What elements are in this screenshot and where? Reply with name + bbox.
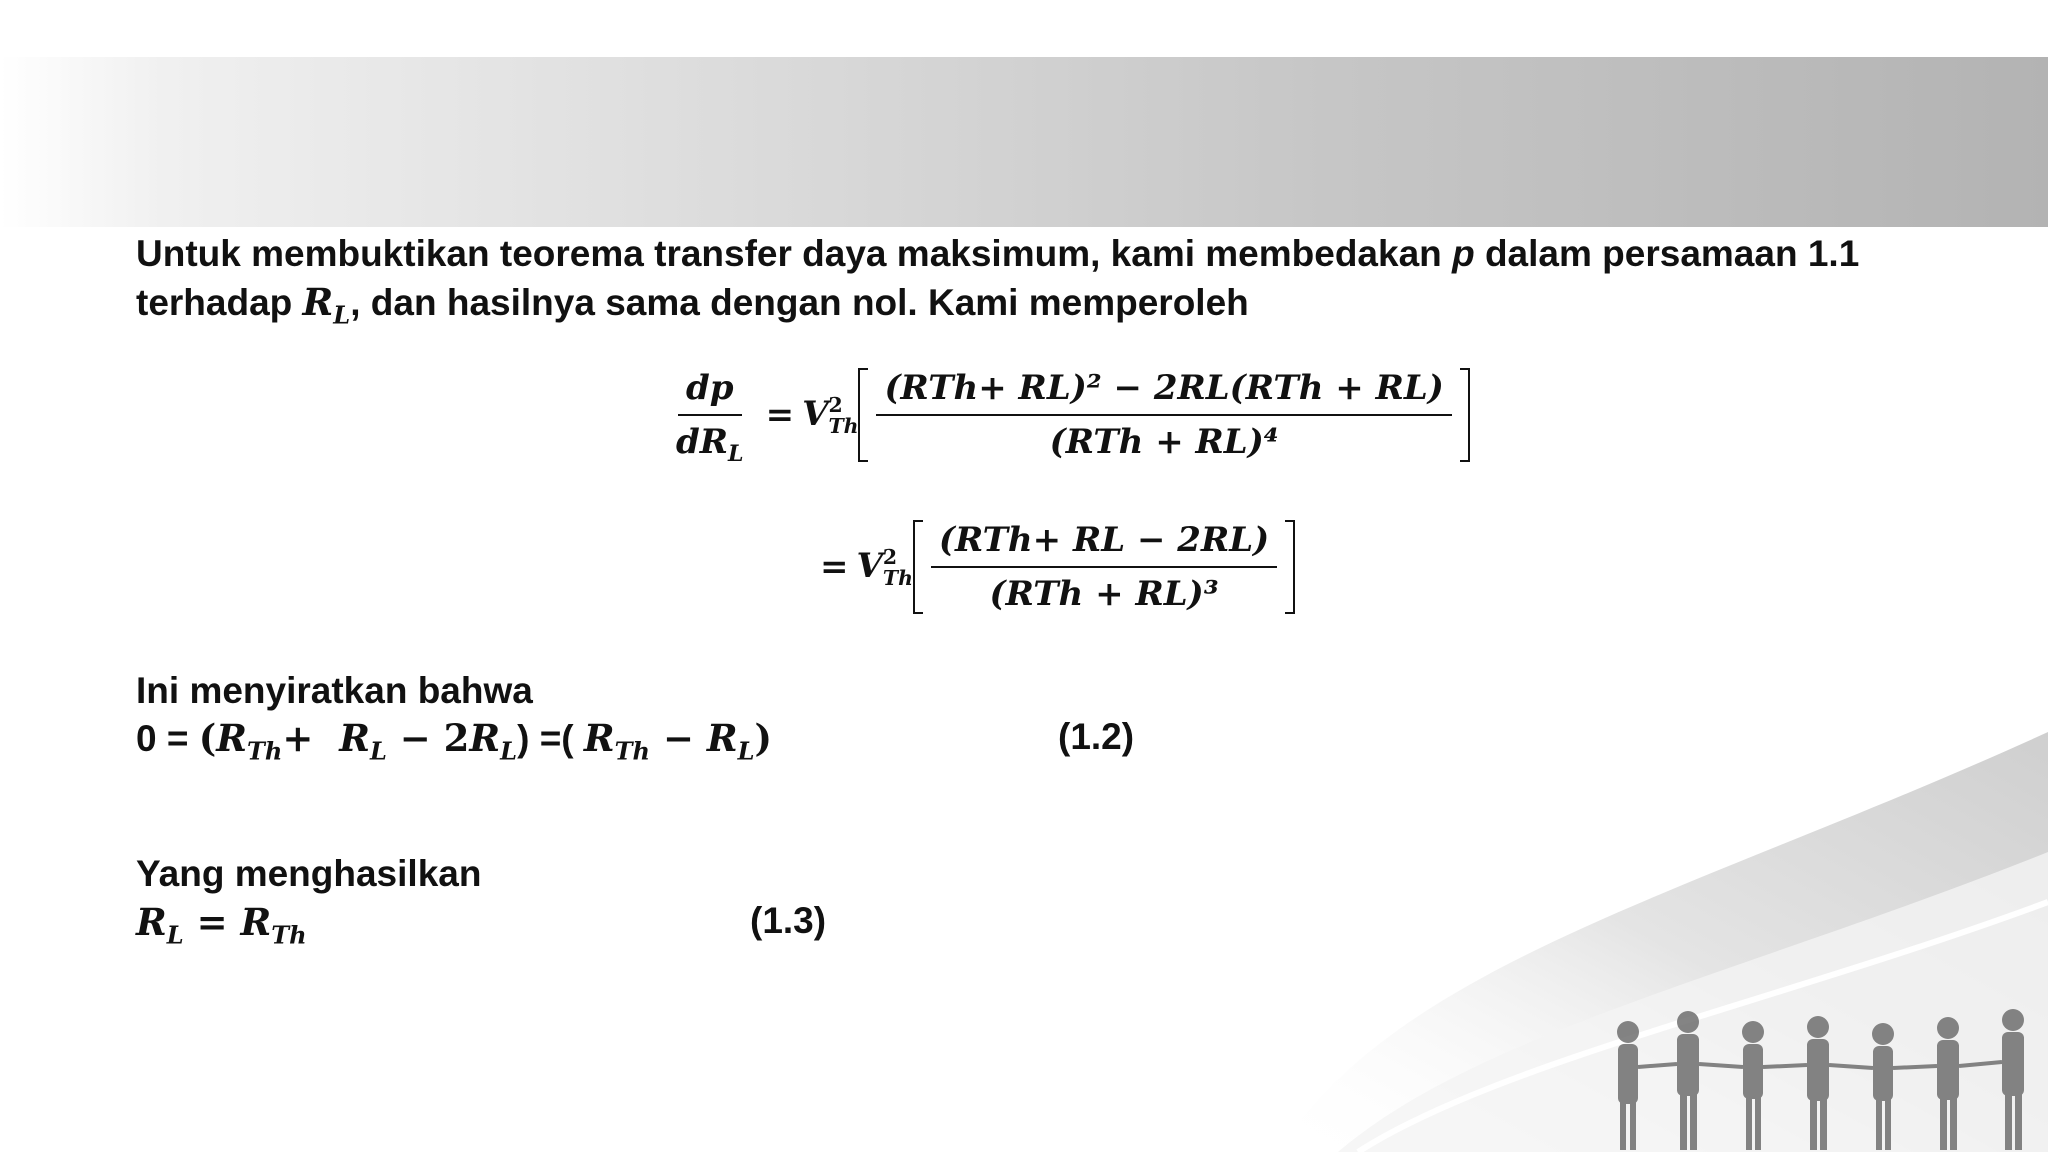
equation-tag-1-2: (1.2) [1058,716,1135,757]
equation-1-2 [136,716,773,766]
eq1-main-fraction [876,368,1451,462]
eq2-denominator: (RTh + RL)³ [989,574,1219,614]
eq1-right-bracket [1460,368,1470,462]
eq2-main-fraction [931,520,1277,614]
eq2-coefficient: V 2 Th [856,545,913,590]
equation-simplified [812,520,1295,614]
decorative-swoosh-graphic [1278,732,2048,1152]
eq2-equals-sign: = [820,547,849,587]
eq12-rhs-expr: $R_{Th} - R_L$) [583,716,773,766]
eq1-lhs-denominator: $dR_L$ [676,422,744,467]
eq1-lhs-fraction [668,368,752,467]
eq2-left-bracket [913,520,923,614]
eq12-middle-expr: ($R_{Th}+ R_L - 2R_L$ [198,716,518,766]
eq2-right-bracket [1285,520,1295,614]
intro-rl-symbol: $R_L$ [302,280,351,330]
eq1-coefficient: V 2 Th [802,393,859,438]
equation-derivative [662,368,1470,467]
equation-1-3 [136,900,307,950]
eq1-lhs-numerator: dp [678,368,742,416]
intro-text-part3: terhadap [136,282,303,323]
header-banner [0,57,2048,227]
eq1-denominator: (RTh + RL)⁴ [1049,422,1279,462]
eq1-numerator: (RTh+ RL)² − 2RL(RTh + RL) [876,368,1451,416]
eq12-equals-open: =( [539,718,574,759]
implies-heading: Ini menyiratkan bahwa [136,670,533,711]
equation-tag-1-3: (1.3) [750,900,827,941]
eq1-left-bracket [858,368,868,462]
eq13-expr: $R_L = R_{Th}$ [136,900,307,950]
intro-text-part1: Untuk membuktikan teorema transfer daya maksimum, kami membedakan [136,233,1453,274]
intro-text-part2: dalam persamaan 1.1 [1474,233,1860,274]
eq12-equals: ) [517,718,540,759]
eq12-lhs: 0 = [136,718,189,759]
intro-text-part4: , dan hasilnya sama dengan nol. Kami memperoleh [350,282,1249,323]
intro-paragraph [136,230,1936,330]
intro-p-variable: p [1452,233,1475,274]
yields-heading: Yang menghasilkan [136,853,482,894]
eq2-numerator: (RTh+ RL − 2RL) [931,520,1277,568]
eq1-equals-sign: = [765,395,795,435]
